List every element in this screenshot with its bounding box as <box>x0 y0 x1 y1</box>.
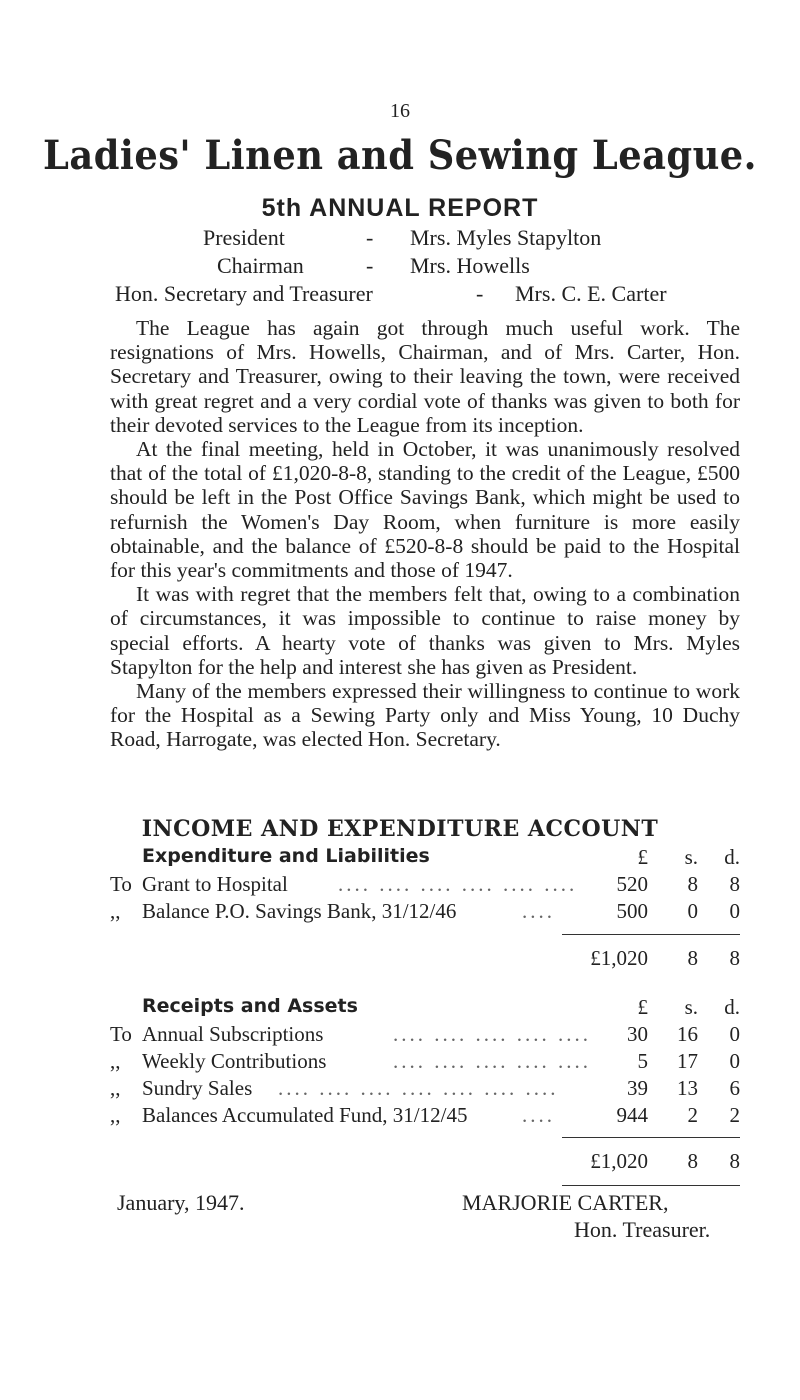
total-pounds: £1,020 <box>590 946 648 970</box>
page-title: Ladies' Linen and Sewing League. <box>43 132 757 179</box>
row-leader-dots: .... <box>522 1103 555 1127</box>
total-rule <box>562 934 740 935</box>
expenditure-heading: Expenditure and Liabilities <box>142 845 430 867</box>
table-row <box>110 899 740 925</box>
officer-role-secretary: Hon. Secretary and Treasurer <box>115 281 373 306</box>
col-pounds-header: £ <box>637 995 648 1019</box>
total-pence: 8 <box>729 946 740 970</box>
signatory-name: MARJORIE CARTER, <box>462 1190 669 1215</box>
row-leader-dots: .... .... .... .... .... <box>393 1049 591 1073</box>
report-subtitle: 5th ANNUAL REPORT <box>261 194 539 222</box>
receipts-heading: Receipts and Assets <box>142 995 358 1017</box>
row-prefix: To <box>110 872 132 896</box>
row-prefix: ,, <box>110 1103 121 1127</box>
officer-name-secretary: Mrs. C. E. Carter <box>515 281 667 306</box>
row-pence: 6 <box>729 1076 740 1100</box>
total-shillings: 8 <box>687 946 698 970</box>
col-shillings-header: s. <box>684 845 698 869</box>
table-row <box>110 1103 740 1129</box>
col-pounds-header: £ <box>637 845 648 869</box>
row-pounds: 500 <box>616 899 648 923</box>
row-pounds: 39 <box>627 1076 648 1100</box>
paragraph: The League has again got through much useful work. The resignations of Mrs. Howells, Chairman, and of Mrs. Carter, Hon. Secretary and Treasurer, owing to their leaving the town, were received with great regret and a very cordial vote of thanks was given to both for their devoted services to the League from its inception. <box>110 316 740 437</box>
row-pence: 2 <box>729 1103 740 1127</box>
row-shillings: 2 <box>687 1103 698 1127</box>
row-pounds: 944 <box>616 1103 648 1127</box>
page-number: 16 <box>390 100 410 122</box>
expenditure-total-row <box>110 946 740 972</box>
col-pence-header: d. <box>724 995 740 1019</box>
officer-name-chairman: Mrs. Howells <box>410 253 530 278</box>
row-pence: 0 <box>729 1049 740 1073</box>
paragraph: Many of the members expressed their willingness to continue to work for the Hospital as a Sewing Party only and Miss Young, 10 Duchy Road, Harrogate, was elected Hon. Secretary. <box>110 679 740 752</box>
row-pounds: 520 <box>616 872 648 896</box>
row-shillings: 16 <box>677 1022 698 1046</box>
row-shillings: 0 <box>687 899 698 923</box>
row-pence: 0 <box>729 1022 740 1046</box>
table-row <box>110 872 740 898</box>
row-shillings: 17 <box>677 1049 698 1073</box>
row-description: Grant to Hospital <box>142 872 288 896</box>
row-prefix: ,, <box>110 1049 121 1073</box>
account-title: INCOME AND EXPENDITURE ACCOUNT <box>141 816 659 842</box>
row-leader-dots: .... .... .... .... .... <box>393 1022 591 1046</box>
row-prefix: ,, <box>110 899 121 923</box>
expenditure-header-row <box>110 845 740 871</box>
signatory-title: Hon. Treasurer. <box>574 1217 711 1242</box>
row-prefix: To <box>110 1022 132 1046</box>
total-rule <box>562 1185 740 1186</box>
col-pence-header: d. <box>724 845 740 869</box>
row-leader-dots: .... <box>522 899 555 923</box>
report-date: January, 1947. <box>117 1190 245 1215</box>
row-leader-dots: .... .... .... .... .... .... .... <box>278 1076 559 1100</box>
receipts-header-row <box>110 995 740 1021</box>
row-description: Annual Subscriptions <box>142 1022 324 1046</box>
row-shillings: 13 <box>677 1076 698 1100</box>
table-row <box>110 1076 740 1102</box>
row-description: Weekly Contributions <box>142 1049 327 1073</box>
row-pence: 0 <box>729 899 740 923</box>
row-prefix: ,, <box>110 1076 121 1100</box>
paragraph: At the final meeting, held in October, it was unanimously resolved that of the total of £1,020-8-8, standing to the credit of the League, £500 should be left in the Post Office Savings Bank, which might be used to refurnish the Women's Day Room, when furniture is more easily obtainable, and the balance of £520-8-8 should be paid to the Hospital for this year's commitments and those of 1947. <box>110 437 740 583</box>
table-row <box>110 1022 740 1048</box>
row-shillings: 8 <box>687 872 698 896</box>
total-pence: 8 <box>729 1149 740 1173</box>
row-description: Balances Accumulated Fund, 31/12/45 <box>142 1103 468 1127</box>
total-pounds: £1,020 <box>590 1149 648 1173</box>
row-pence: 8 <box>729 872 740 896</box>
officer-dash: - <box>366 253 374 278</box>
officer-role-chairman: Chairman <box>217 253 304 278</box>
row-pounds: 30 <box>627 1022 648 1046</box>
row-pounds: 5 <box>637 1049 648 1073</box>
officer-role-president: President <box>203 225 285 250</box>
officer-dash: - <box>476 281 484 306</box>
row-leader-dots: .... .... .... .... .... .... <box>338 872 578 896</box>
receipts-total-row <box>110 1149 740 1175</box>
officer-name-president: Mrs. Myles Stapylton <box>410 225 602 250</box>
col-shillings-header: s. <box>684 995 698 1019</box>
officer-dash: - <box>366 225 374 250</box>
report-body <box>110 316 740 752</box>
paragraph: It was with regret that the members felt that, owing to a combination of circumstances, it was impossible to continue to raise money by special efforts. A hearty vote of thanks was given to Mrs. Myles Stapylton for the help and interest she has given as President. <box>110 582 740 679</box>
table-row <box>110 1049 740 1075</box>
row-description: Balance P.O. Savings Bank, 31/12/46 <box>142 899 457 923</box>
total-rule <box>562 1137 740 1138</box>
total-shillings: 8 <box>687 1149 698 1173</box>
row-description: Sundry Sales <box>142 1076 253 1100</box>
